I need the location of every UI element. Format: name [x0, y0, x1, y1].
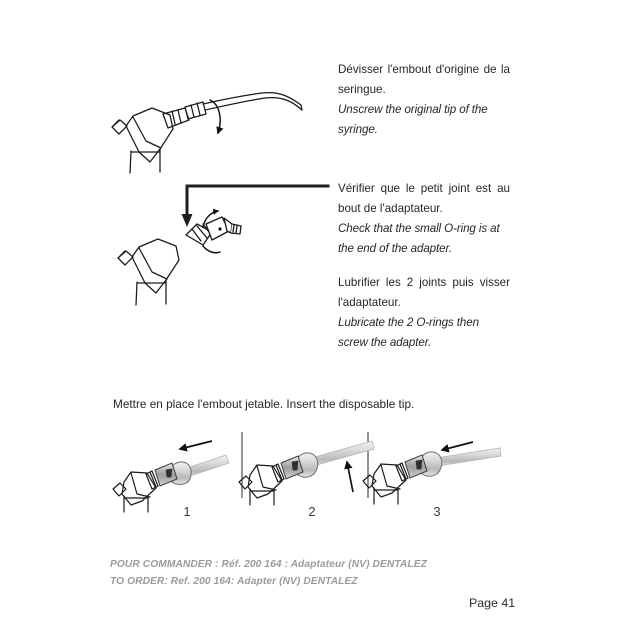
figure-syringe-unscrew — [112, 93, 302, 173]
figure-adapter-part — [186, 217, 241, 245]
step-text-lubricate — [338, 273, 510, 353]
rotation-arrow-unscrew — [210, 100, 220, 133]
step-text-unscrew — [338, 60, 510, 140]
figure-disposable-tip-1 — [113, 441, 229, 512]
step-text-fr: Vérifier que le petit joint est au bout de l'adaptateur. — [338, 182, 510, 215]
figure-number-1: 1 — [183, 504, 191, 519]
figure-syringe-body — [118, 239, 179, 305]
rotation-arrows-adapter — [203, 211, 220, 253]
pointer-elbow-check — [187, 186, 328, 216]
disposable-tip-caption: Mettre en place l'embout jetable. Insert the disposable tip. — [113, 397, 415, 411]
step-text-en: Lubricate the 2 O-rings then screw the adapter. — [338, 316, 479, 349]
panel-dividers — [242, 432, 368, 498]
step-text-fr: Dévisser l'embout d'origine de la seringue. — [338, 63, 510, 96]
figure-disposable-tip-3 — [363, 442, 501, 504]
figure-number-3: 3 — [433, 504, 441, 519]
step-text-en: Check that the small O-ring is at the end of the adapter. — [338, 222, 500, 255]
order-reference-en: TO ORDER: Ref. 200 164: Adapter (NV) DENTALEZ — [110, 576, 358, 587]
order-reference-fr: POUR COMMANDER : Réf. 200 164 : Adaptateur (NV) DENTALEZ — [110, 559, 427, 570]
step-text-check-oring — [338, 179, 510, 259]
step-text-fr: Lubrifier les 2 joints puis visser l'adaptateur. — [338, 276, 510, 309]
figure-number-2: 2 — [308, 504, 316, 519]
page-number: Page 41 — [469, 596, 516, 610]
figure-disposable-tip-2 — [239, 441, 374, 505]
step-text-en: Unscrew the original tip of the syringe. — [338, 103, 488, 136]
pointer-elbow-arrowhead — [182, 214, 193, 227]
